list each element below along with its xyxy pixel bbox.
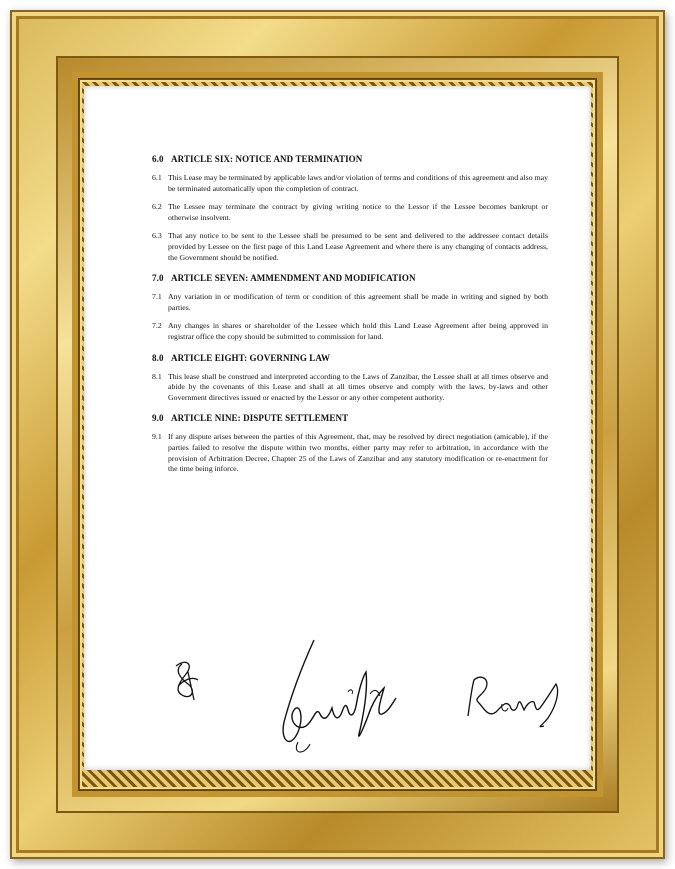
clause [152,231,548,263]
section-9 [152,413,548,474]
section-7 [152,273,548,342]
section-title: ARTICLE NINE: DISPUTE SETTLEMENT [171,413,349,424]
section-number: 8.0 [152,352,164,363]
clause-number: 6.1 [152,173,162,182]
section-8 [152,353,548,404]
clause-text: The Lessee may terminate the contract by giving writing notice to the Lessor if the Lessee becomes bankrupt or otherwise insolvent. [168,202,548,222]
clause-number: 8.1 [152,371,162,381]
clause-number: 9.1 [152,432,162,442]
clause-text: That any notice to be sent to the Lessee shall be presumed to be sent and delivered to the addressee contact details provided by Lessee on the first page of this Land Lease Agreement and where there is any changing of contacts address, the Government should be notified. [168,231,548,262]
section-heading [152,353,548,363]
clause [152,292,548,313]
clause-text: Any changes in shares or shareholder of the Lessee which hold this Land Lease Agreement after being approved in registrar office the copy should be submitted to commission for land. [168,321,548,341]
section-heading [152,154,548,164]
clause [152,202,548,223]
section-heading [152,273,548,283]
clause-text: Any variation in or modification of term or condition of this agreement shall be made in writing and signed by both parties. [168,292,548,312]
clause [152,372,548,404]
clause-number: 6.2 [152,202,162,212]
section-title: ARTICLE SEVEN: AMMENDMENT AND MODIFICATION [171,273,416,284]
document-page [84,86,591,770]
section-number: 6.0 [152,154,164,164]
main-signature [274,632,409,760]
document-content [152,154,548,485]
section-title: ARTICLE EIGHT: GOVERNING LAW [171,352,331,363]
clause [152,173,548,194]
clause-number: 7.1 [152,292,162,302]
section-6 [152,154,548,263]
clause [152,321,548,342]
clause-text: This Lease may be terminated by applicable laws and/or violation of terms and conditions of this agreement and also may be terminated automatically upon the completion of contract. [168,173,548,193]
second-signature [456,666,576,736]
section-number: 9.0 [152,413,164,424]
clause-number: 6.3 [152,231,162,241]
clause-number: 7.2 [152,321,162,331]
clause-text: This lease shall be construed and interpreted according to the Laws of Zanzibar, the Lessee shall at all times observe and abide by the covenants of this Lease and shall at all times observe and comply with the laws, by-laws and other Government directives issued or enacted by the Lessor or any other competent authority. [168,371,548,402]
section-heading [152,413,548,423]
clause-text: If any dispute arises between the parties of this Agreement, that, may be resolved by direct negotiation (amicable), if the parties failed to resolve the dispute within two months, either party may refer to arbitration, in accordance with the provision of Arbitration Decree, Chapter 25 of the Laws of Zanzibar and any statutory modification or re-enactment for the time being inforce. [168,432,548,474]
section-number: 7.0 [152,273,164,284]
section-title: ARTICLE SIX: NOTICE AND TERMINATION [171,154,363,164]
initials-signature [168,656,202,702]
clause [152,432,548,474]
